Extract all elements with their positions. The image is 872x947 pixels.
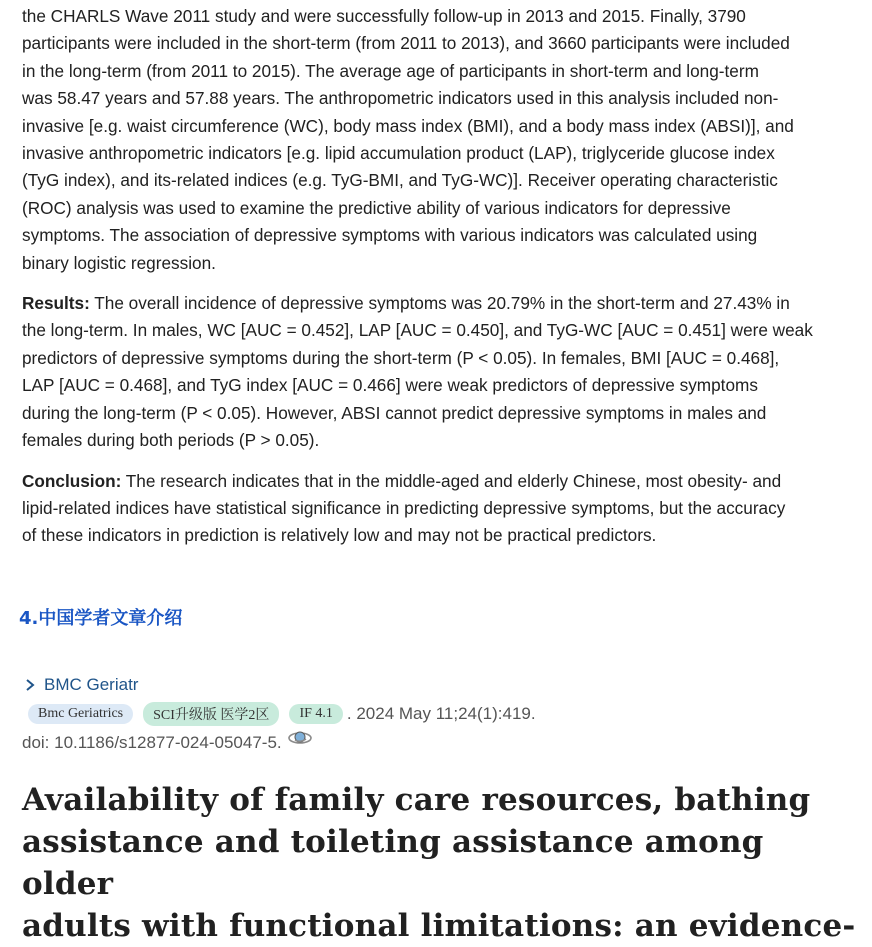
doi-line — [22, 733, 313, 753]
methods-line: (ROC) analysis was used to examine the predictive ability of various indicators for depressive — [22, 197, 731, 218]
results-line: the long-term. In males, WC [AUC = 0.452], LAP [AUC = 0.450], and TyG-WC [AUC = 0.451] were weak — [22, 320, 813, 341]
results-text: The overall incidence of depressive symptoms was 20.79% in the short-term and 27.43% in — [89, 293, 790, 314]
title-line: assistance and toileting assistance among older — [22, 824, 764, 902]
methods-line: participants were included in the short-term (from 2011 to 2013), and 3660 participants were included — [22, 33, 790, 54]
impact-factor-badge[interactable]: IF 4.1 — [289, 704, 342, 724]
journal-badges — [28, 702, 536, 726]
results-label: Results: — [22, 293, 90, 314]
methods-line: (TyG index), and its-related indices (e.g. TyG-BMI, and TyG-WC)]. Receiver operating characteristic — [22, 170, 778, 191]
results-line: predictors of depressive symptoms during the short-term (P < 0.05). In females, BMI [AUC = 0.468], — [22, 347, 780, 368]
conclusion-text: The research indicates that in the middle-aged and elderly Chinese, most obesity- and — [121, 470, 782, 491]
results-paragraph — [22, 290, 852, 454]
journal-link[interactable] — [24, 675, 138, 695]
journal-link-label: BMC Geriatr — [44, 675, 139, 694]
methods-line: invasive anthropometric indicators [e.g. lipid accumulation product (LAP), triglyceride glucose index — [22, 143, 775, 164]
conclusion-line — [22, 468, 852, 495]
methods-line: the CHARLS Wave 2011 study and were successfully follow-up in 2013 and 2015. Finally, 3790 — [22, 6, 746, 26]
title-line: adults with functional limitations: an evidence- — [22, 908, 856, 944]
rank-badge[interactable]: SCI升级版 医学2区 — [143, 702, 279, 726]
conclusion-paragraph — [22, 468, 852, 550]
methods-line: was 58.47 years and 57.88 years. The anthropometric indicators used in this analysis included non- — [22, 88, 779, 109]
article-title — [22, 779, 862, 947]
doi-text[interactable]: doi: 10.1186/s12877-024-05047-5. — [22, 733, 282, 752]
conclusion-label: Conclusion: — [22, 470, 122, 491]
results-line: LAP [AUC = 0.468], and TyG index [AUC = 0.466] were weak predictors of depressive symptoms — [22, 375, 758, 396]
journal-badge[interactable]: Bmc Geriatrics — [28, 704, 133, 724]
orbit-link-icon[interactable] — [287, 728, 313, 748]
methods-line: invasive [e.g. waist circumference (WC), body mass index (BMI), and a body mass index (ABSI)], and — [22, 115, 794, 136]
results-line: during the long-term (P < 0.05). However, ABSI cannot predict depressive symptoms in males and — [22, 402, 767, 423]
results-line: females during both periods (P > 0.05). — [22, 430, 320, 451]
methods-line: in the long-term (from 2011 to 2015). The average age of participants in short-term and long-term — [22, 60, 759, 81]
title-line: Availability of family care resources, bathing — [22, 782, 811, 818]
citation-date: . 2024 May 11;24(1):419. — [346, 704, 536, 723]
conclusion-line: of these indicators in prediction is relatively low and may not be practical predictors. — [22, 525, 657, 546]
methods-paragraph — [22, 3, 852, 277]
methods-line: binary logistic regression. — [22, 252, 216, 273]
methods-line: symptoms. The association of depressive symptoms with various indicators was calculated using — [22, 225, 758, 246]
conclusion-line: lipid-related indices have statistical significance in predicting depressive symptoms, but the accuracy — [22, 497, 786, 518]
chevron-right-icon — [24, 677, 36, 693]
section-heading: 4.中国学者文章介绍 — [19, 608, 183, 629]
abstract-body — [22, 0, 852, 550]
results-line — [22, 290, 852, 317]
